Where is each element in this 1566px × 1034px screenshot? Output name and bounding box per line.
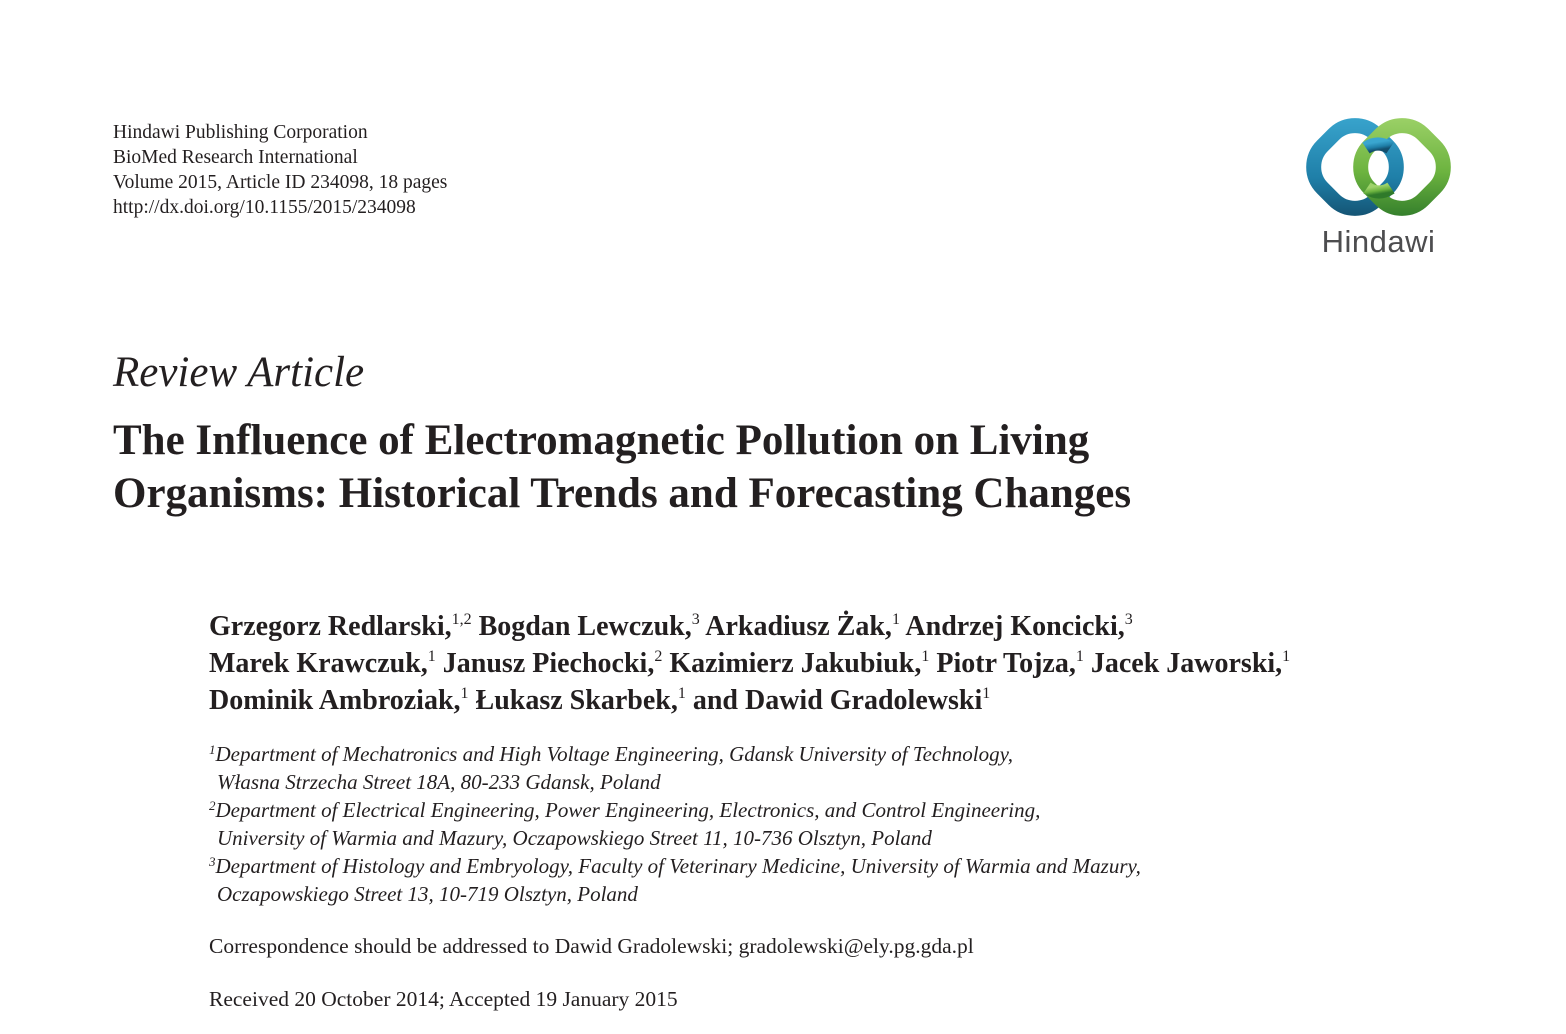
author-affiliation-mark: 3 [691,611,700,628]
author-name: Łukasz Skarbek, [475,685,678,716]
affiliation-text: University of Warmia and Mazury, Oczapowskiego Street 11, 10-736 Olsztyn, Poland [217,826,932,850]
author-line [209,645,1290,682]
author-affiliation-mark: 1,2 [451,611,472,628]
author-line [209,608,1290,645]
author-name: Kazimierz Jakubiuk, [669,648,922,679]
author-name: Piotr Tojza, [936,648,1076,679]
affiliation-list [209,740,1141,908]
author-affiliation-mark: 1 [921,648,930,665]
affiliation-text: Oczapowskiego Street 13, 10-719 Olsztyn, Poland [217,882,638,906]
received-dates: Received 20 October 2014; Accepted 19 January 2015 [209,987,678,1011]
hindawi-logo [1306,118,1451,263]
affiliation-item [209,852,1141,908]
author-list [209,608,1290,719]
author-affiliation-mark: 1 [427,648,436,665]
publication-info [113,120,447,220]
affiliation-item [209,796,1141,852]
logo-wordmark: Hindawi [1321,224,1436,259]
affiliation-text: Department of Histology and Embryology, Faculty of Veterinary Medicine, University of Warmia and Mazury, [215,854,1141,878]
author-name: Jacek Jaworski, [1090,648,1283,679]
author-affiliation-mark: 2 [654,648,663,665]
volume-info: Volume 2015, Article ID 234098, 18 pages [113,172,448,193]
publisher-name: Hindawi Publishing Corporation [113,122,368,143]
article-type: Review Article [113,349,365,396]
hindawi-rings-icon [1306,118,1451,223]
journal-name: BioMed Research International [113,147,358,168]
affiliation-number: 2 [209,798,216,813]
doi-link[interactable]: http://dx.doi.org/10.1155/2015/234098 [113,197,416,218]
author-affiliation-mark: 1 [891,611,900,628]
author-name: Janusz Piechocki, [442,648,655,679]
author-affiliation-mark: 1 [982,685,991,702]
correspondence-note: Correspondence should be addressed to Dawid Gradolewski; gradolewski@ely.pg.gda.pl [209,934,974,958]
author-affiliation-mark: 1 [1282,648,1291,665]
title-line: The Influence of Electromagnetic Pollution on Living [113,417,1090,464]
article-title [113,414,1413,520]
affiliation-text: Department of Mechatronics and High Voltage Engineering, Gdansk University of Technology, [215,742,1013,766]
affiliation-number: 3 [209,854,216,869]
author-affiliation-mark: 1 [1075,648,1084,665]
author-name: Grzegorz Redlarski, [209,611,452,642]
author-affiliation-mark: 1 [677,685,686,702]
author-line [209,682,1290,719]
author-name: Bogdan Lewczuk, [478,611,692,642]
author-affiliation-mark: 1 [460,685,469,702]
title-line: Organisms: Historical Trends and Forecasting Changes [113,470,1132,517]
author-name: Andrzej Koncicki, [905,611,1125,642]
affiliation-text: Department of Electrical Engineering, Power Engineering, Electronics, and Control Engineering, [215,798,1041,822]
author-name: Arkadiusz Żak, [705,611,892,642]
author-name: Dominik Ambroziak, [209,685,461,716]
affiliation-text: Własna Strzecha Street 18A, 80-233 Gdansk, Poland [217,770,661,794]
author-affiliation-mark: 3 [1124,611,1133,628]
author-name: and Dawid Gradolewski [692,685,983,716]
author-name: Marek Krawczuk, [209,648,428,679]
affiliation-item [209,740,1141,796]
affiliation-number: 1 [209,742,216,757]
